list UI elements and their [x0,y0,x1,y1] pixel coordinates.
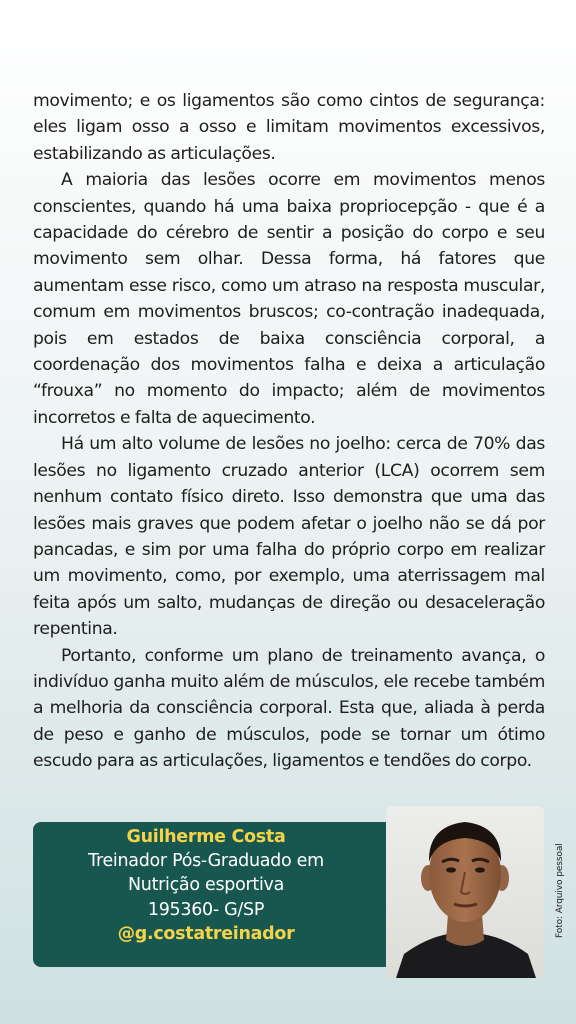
article-paragraph: movimento; e os ligamentos são como cintos de segurança: eles ligam osso a osso e limitam movimentos excessivos, estabilizando as articulações. [33,91,545,164]
article-paragraph: Portanto, conforme um plano de treinamento avança, o indivíduo ganha muito além de músculos, ele recebe também a melhoria da consciência corporal. Esta que, aliada à perda de peso e ganho de músculos, pode se tornar um ótimo escudo para as articulações, ligamentos e tendões do corpo. [33,645,545,772]
portrait-image [386,806,544,978]
author-social-handle: @g.costatreinador [117,923,295,944]
author-title-line-1: Treinador Pós-Graduado em [88,851,324,872]
article-paragraph: Há um alto volume de lesões no joelho: cerca de 70% das lesões no ligamento cruzado anterior (LCA) ocorrem sem nenhum contato físico direto. Isso demonstra que uma das lesões mais graves que podem afetar o joelho não se dá por pancadas, e sim por uma falha do próprio corpo em realizar um movimento, como, por exemplo, uma aterrissagem mal feita após um salto, mudanças de direção ou desaceleração repentina. [33,434,545,640]
photo-credit: Foto: Arquivo pessoal [555,843,565,938]
author-registration: 195360- G/SP [147,899,265,920]
author-name: Guilherme Costa [126,827,286,847]
article-paragraph: A maioria das lesões ocorre em movimentos menos conscientes, quando há uma baixa propriocepção - que é a capacidade do cérebro de sentir a posição do corpo e seu movimento sem olhar. Dessa forma, há fatores que aumentam esse risco, como um atraso na resposta muscular, comum em movimentos bruscos; co-contração inadequada, pois em estados de baixa consciência corporal, a coordenação dos movimentos falha e deixa a articulação “frouxa” no momento do impacto; além de movimentos incorretos e falta de aquecimento. [33,170,545,428]
author-card [33,822,393,967]
author-photo [386,806,544,978]
article-body [33,88,545,775]
author-title-line-2: Nutrição esportiva [127,875,284,896]
